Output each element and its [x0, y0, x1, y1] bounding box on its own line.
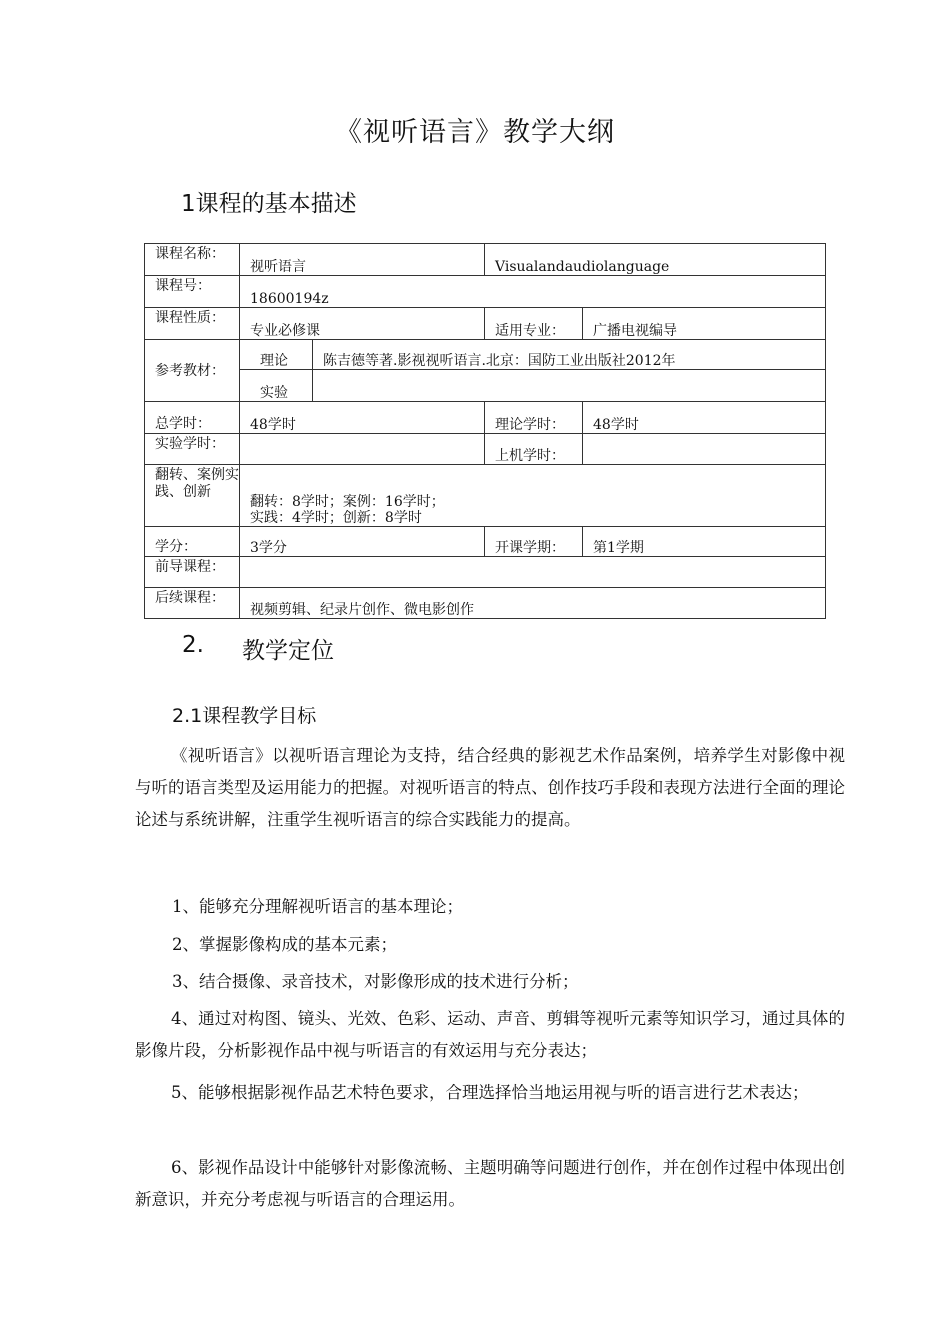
table-row-course-type: [145, 308, 826, 340]
course-type-label: 课程性质：: [145, 308, 240, 340]
table-row-lab-hours: [145, 434, 826, 465]
table-row-textbook-lab: [145, 370, 826, 402]
goal-item-5: 5、能够根据影视作品艺术特色要求，合理选择恰当地运用视与听的语言进行艺术表达；: [171, 1083, 809, 1102]
total-hours: 48学时: [240, 402, 485, 434]
prereq-label: 前导课程：: [145, 557, 240, 588]
computer-hours: [583, 434, 826, 465]
lab-textbook: [313, 370, 826, 402]
semester-label: 开课学期：: [485, 527, 583, 557]
course-name-en: Visualandaudiolanguage: [485, 244, 826, 276]
table-row-total-hours: [145, 402, 826, 434]
section-heading-basic-description: 1课程的基本描述: [181, 191, 357, 217]
flip-line-2: 实践：4学时；创新：8学时: [250, 510, 422, 526]
theory-hours-label: 理论学时：: [485, 402, 583, 434]
course-info-table: [144, 243, 826, 619]
course-type: 专业必修课: [240, 308, 485, 340]
textbook-label: 参考教材：: [145, 340, 240, 402]
flip-line-1: 翻转：8学时；案例：16学时；: [250, 494, 445, 510]
theory-hours: 48学时: [583, 402, 826, 434]
course-name-label: 课程名称：: [145, 244, 240, 276]
table-row-prereq: [145, 557, 826, 588]
total-hours-label: 总学时：: [145, 402, 240, 434]
followup: 视频剪辑、纪录片创作、微电影创作: [240, 588, 826, 619]
table-row-course-name: [145, 244, 826, 276]
lab-hours-label: 实验学时：: [145, 434, 240, 465]
goal-item-4: 4、通过对构图、镜头、光效、色彩、运动、声音、剪辑等视听元素等知识学习，通过具体的影像片段，分析影视作品中视与听语言的有效运用与充分表达；: [135, 1009, 845, 1060]
flip-hours: [240, 465, 826, 527]
table-row-flip: [145, 465, 826, 527]
major-label: 适用专业：: [485, 308, 583, 340]
lab-label: 实验: [240, 370, 313, 402]
goal-item-3: 3、结合摄像、录音技术，对影像形成的技术进行分析；: [172, 972, 579, 991]
course-name-cn: 视听语言: [240, 244, 485, 276]
computer-hours-label: 上机学时：: [485, 434, 583, 465]
credits: 3学分: [240, 527, 485, 557]
table-row-textbook-theory: [145, 340, 826, 370]
prereq: [240, 557, 826, 588]
theory-label: 理论: [240, 340, 313, 370]
table-row-course-code: [145, 276, 826, 308]
goal-item-2: 2、掌握影像构成的基本元素；: [172, 935, 397, 954]
goal-item-6: 6、影视作品设计中能够针对影像流畅、主题明确等问题进行创作，并在创作过程中体现出创新意识，并充分考虑视与听语言的合理运用。: [135, 1158, 845, 1209]
goal-item-1: 1、能够充分理解视听语言的基本理论；: [172, 897, 463, 916]
table-row-followup: [145, 588, 826, 619]
document-title: 《视听语言》教学大纲: [335, 117, 615, 148]
lab-hours: [240, 434, 485, 465]
intro-paragraph: 《视听语言》以视听语言理论为支持，结合经典的影视艺术作品案例，培养学生对影像中视与听的语言类型及运用能力的把握。对视听语言的特点、创作技巧手段和表现方法进行全面的理论论述与系统讲解，注重学生视听语言的综合实践能力的提高。: [135, 746, 845, 829]
course-code-label: 课程号：: [145, 276, 240, 308]
section-number-teaching-position: 2.: [182, 632, 204, 658]
major: 广播电视编导: [583, 308, 826, 340]
subsection-heading-goals: 2.1课程教学目标: [172, 705, 317, 727]
theory-textbook: 陈吉德等著.影视视听语言.北京：国防工业出版社2012年: [313, 340, 826, 370]
semester: 第1学期: [583, 527, 826, 557]
credits-label: 学分：: [145, 527, 240, 557]
section-heading-teaching-position: 教学定位: [242, 638, 334, 664]
flip-label: 翻转、案例实践、创新: [145, 465, 240, 527]
followup-label: 后续课程：: [145, 588, 240, 619]
course-code: 18600194z: [240, 276, 826, 308]
table-row-credits: [145, 527, 826, 557]
